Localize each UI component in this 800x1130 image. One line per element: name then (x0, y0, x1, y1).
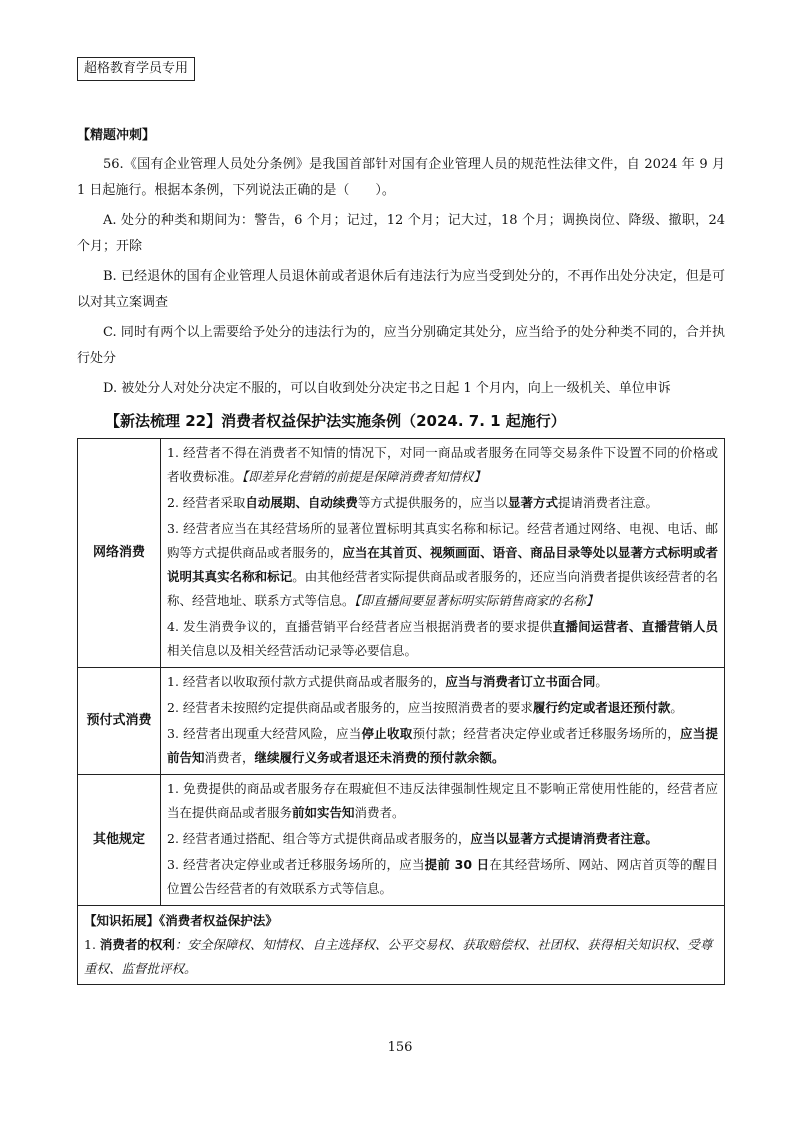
prepaid-items (161, 668, 725, 775)
extension-title: 【知识拓展】《消费者权益保护法》 (84, 913, 278, 928)
list-item: 1. 经营者以收取预付款方式提供商品或者服务的，应当与消费者订立书面合同。 (167, 674, 608, 689)
table-row (78, 668, 725, 775)
list-item: 3. 经营者出现重大经营风险，应当停止收取预付款；经营者决定停业或者迁移服务场所的，应当提前告知消费者，继续履行义务或者退还未消费的预付款余额。 (167, 726, 718, 765)
table-row (78, 439, 725, 668)
option-b: B. 已经退休的国有企业管理人员退休前或者退休后有违法行为应当受到处分的，不再作出处分决定，但是可以对其立案调查 (77, 269, 725, 310)
list-item: 4. 发生消费争议的，直播营销平台经营者应当根据消费者的要求提供直播间运营者、直播营销人员相关信息以及相关经营活动记录等必要信息。 (167, 619, 718, 658)
network-items (161, 439, 725, 668)
category-network: 网络消费 (78, 439, 161, 668)
topic-heading: 【新法梳理 22】消费者权益保护法实施条例（2024. 7. 1 起施行） (105, 412, 566, 430)
option-d: D. 被处分人对处分决定不服的，可以自收到处分决定书之日起 1 个月内，向上一级机关、单位申诉 (103, 381, 671, 396)
category-other: 其他规定 (78, 775, 161, 906)
list-item: 2. 经营者采取自动展期、自动续费等方式提供服务的，应当以显著方式提请消费者注意。 (167, 495, 658, 510)
question-stem: 56.《国有企业管理人员处分条例》是我国首部针对国有企业管理人员的规范性法律文件，自 2024 年 9 月 1 日起施行。根据本条例，下列说法正确的是（ ）。 (77, 157, 725, 198)
category-prepaid: 预付式消费 (78, 668, 161, 775)
section-label: 【精题冲刺】 (77, 128, 156, 143)
option-c: C. 同时有两个以上需要给予处分的违法行为的，应当分别确定其处分，应当给予的处分种类不同的，合并执行处分 (77, 325, 725, 366)
page-content (77, 126, 725, 985)
list-item: 3. 经营者应当在其经营场所的显著位置标明其真实名称和标记。经营者通过网络、电视、电话、邮购等方式提供商品或者服务的，应当在其首页、视频画面、语音、商品目录等处以显著方式标明或者说明其真实名称和标记。由其他经营者实际提供商品或者服务的，还应当向消费者提供该经营者的名称、经营地址、联系方式等信息。【即直播间要显著标明实际销售商家的名称】 (167, 521, 718, 608)
knowledge-extension (78, 906, 725, 985)
rules-table (77, 438, 725, 985)
list-item: 2. 经营者通过搭配、组合等方式提供商品或者服务的，应当以显著方式提请消费者注意。 (167, 831, 658, 846)
extension-body: 1. 消费者的权利：安全保障权、知情权、自主选择权、公平交易权、获取赔偿权、社团权、获得相关知识权、受尊重权、监督批评权。 (84, 937, 713, 976)
page-number: 156 (387, 1040, 413, 1055)
header-label: 超格教育学员专用 (77, 57, 195, 81)
list-item: 1. 免费提供的商品或者服务存在瑕疵但不违反法律强制性规定且不影响正常使用性能的，经营者应当在提供商品或者服务前如实告知消费者。 (167, 781, 718, 820)
other-items (161, 775, 725, 906)
option-a: A. 处分的种类和期间为：警告，6 个月；记过，12 个月；记大过，18 个月；调换岗位、降级、撤职，24 个月；开除 (77, 213, 725, 254)
list-item: 2. 经营者未按照约定提供商品或者服务的，应当按照消费者的要求履行约定或者退还预付款。 (167, 700, 683, 715)
list-item: 3. 经营者决定停业或者迁移服务场所的，应当提前 30 日在其经营场所、网站、网店首页等的醒目位置公告经营者的有效联系方式等信息。 (167, 857, 718, 896)
table-row (78, 906, 725, 985)
table-row (78, 775, 725, 906)
list-item: 1. 经营者不得在消费者不知情的情况下，对同一商品或者服务在同等交易条件下设置不同的价格或者收费标准。【即差异化营销的前提是保障消费者知情权】 (167, 445, 718, 484)
